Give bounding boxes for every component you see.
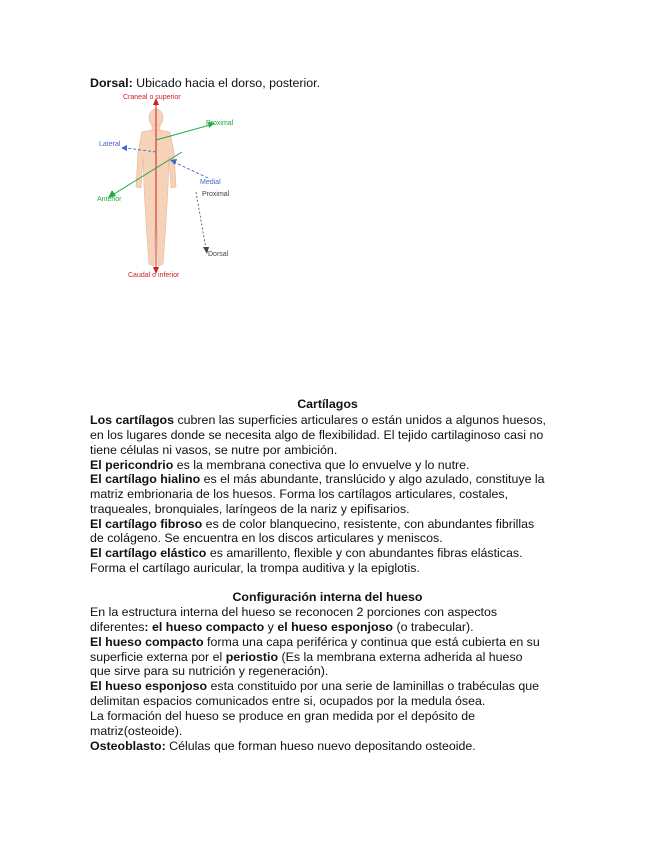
elastico-term: El cartílago elástico [90,546,207,560]
hueso-heading [0,590,655,605]
los-cartilagos-term: Los cartílagos [90,413,175,427]
pericondrio-line [90,458,469,473]
dorsal-term: Dorsal: [90,76,133,90]
text-span: es la membrana conectiva que lo envuelve y lo nutre. [173,458,470,472]
hialino-line3: traqueales, bronquiales, laríngeos de la nariz y epifisarios. [90,502,410,516]
label-craneal: Craneal o superior [123,94,181,101]
compacto-line3: que sirve para su nutrición y regeneración). [90,664,329,678]
hueso-heading-text: Configuración interna del hueso [232,590,423,604]
text-span: (Es la membrana externa adherida al hueso [278,650,523,664]
text-span: esta constituido por una serie de laminillas o trabéculas que [207,679,540,693]
hueso-p1-line2 [90,620,474,635]
anatomical-directions-figure [92,92,240,280]
label-anterior: Anterior [97,196,122,203]
text-span: es el más abundante, translúcido y algo azulado, constituye la [200,472,545,486]
text-span: es de color blanquecino, resistente, con abundantes fibrillas [202,517,535,531]
dorsal-definition [90,76,320,91]
text-span: forma una capa periférica y continua que está cubierta en su [203,635,540,649]
esponjoso-term: El hueso esponjoso [90,679,208,693]
compacto-term: El hueso compacto [90,635,204,649]
label-dorsal: Dorsal [208,251,229,258]
text-span: (o trabecular). [393,620,474,634]
dorsal-text: Ubicado hacia el dorso, posterior. [132,76,321,90]
hueso-compacto-term: : el hueso compacto [144,620,265,634]
esponjoso-line4: matriz(osteoide). [90,724,183,738]
label-lateral: Lateral [99,141,121,148]
label-medial: Medial [200,179,221,186]
elastico-line2: Forma el cartílago auricular, la trompa auditiva y la epiglotis. [90,561,420,575]
text-span: superficie externa por el [90,650,226,664]
hueso-esponjoso-term: el hueso esponjoso [277,620,393,634]
cartilagos-p1-line3: tiene células ni vasos, se nutre por ambición. [90,443,338,457]
cartilagos-p1-line1 [90,413,546,428]
fibroso-term: El cartílago fibroso [90,517,203,531]
hueso-p1-line1: En la estructura interna del hueso se reconocen 2 porciones con aspectos [90,605,498,619]
esponjoso-line3: La formación del hueso se produce en gran medida por el depósito de [90,709,476,723]
cartilagos-heading-text: Cartílagos [297,397,358,411]
hialino-line1 [90,472,545,487]
text-span: diferentes [90,620,145,634]
compacto-line2 [90,650,523,665]
osteoblasto-term: Osteoblasto: [90,739,166,753]
osteoblasto-line [90,739,476,754]
label-proximal-lower: Proximal [202,191,230,198]
compacto-line1 [90,635,540,650]
text-span: y [264,620,278,634]
text-span: es amarillento, flexible y con abundantes fibras elásticas. [206,546,523,560]
esponjoso-line1 [90,679,539,694]
cartilagos-heading [0,397,655,412]
hialino-line2: matriz embrionaria de los huesos. Forma los cartílagos articulares, costales, [90,487,509,501]
pericondrio-term: El pericondrio [90,458,174,472]
text-span: cubren las superficies articulares o están unidos a algunos huesos, [174,413,546,427]
fibroso-line2: de colágeno. Se encuentra en los discos articulares y meniscos. [90,531,443,545]
fibroso-line1 [90,517,534,532]
label-caudal: Caudal o inferior [128,272,180,279]
esponjoso-line2: delimitan espacios comunicados entre si, ocupados por la medula ósea. [90,694,486,708]
medial-arrow [170,159,208,178]
elastico-line1 [90,546,523,561]
periostio-term: periostio [225,650,279,664]
label-proximal-upper: Proximal [206,120,234,127]
proximal-distal-arrow [196,192,209,254]
hialino-term: El cartílago hialino [90,472,201,486]
text-span: Células que forman hueso nuevo depositando osteoide. [165,739,476,753]
cartilagos-p1-line2: en los lugares donde se necesita algo de flexibilidad. El tejido cartilaginoso casi no [90,428,544,442]
